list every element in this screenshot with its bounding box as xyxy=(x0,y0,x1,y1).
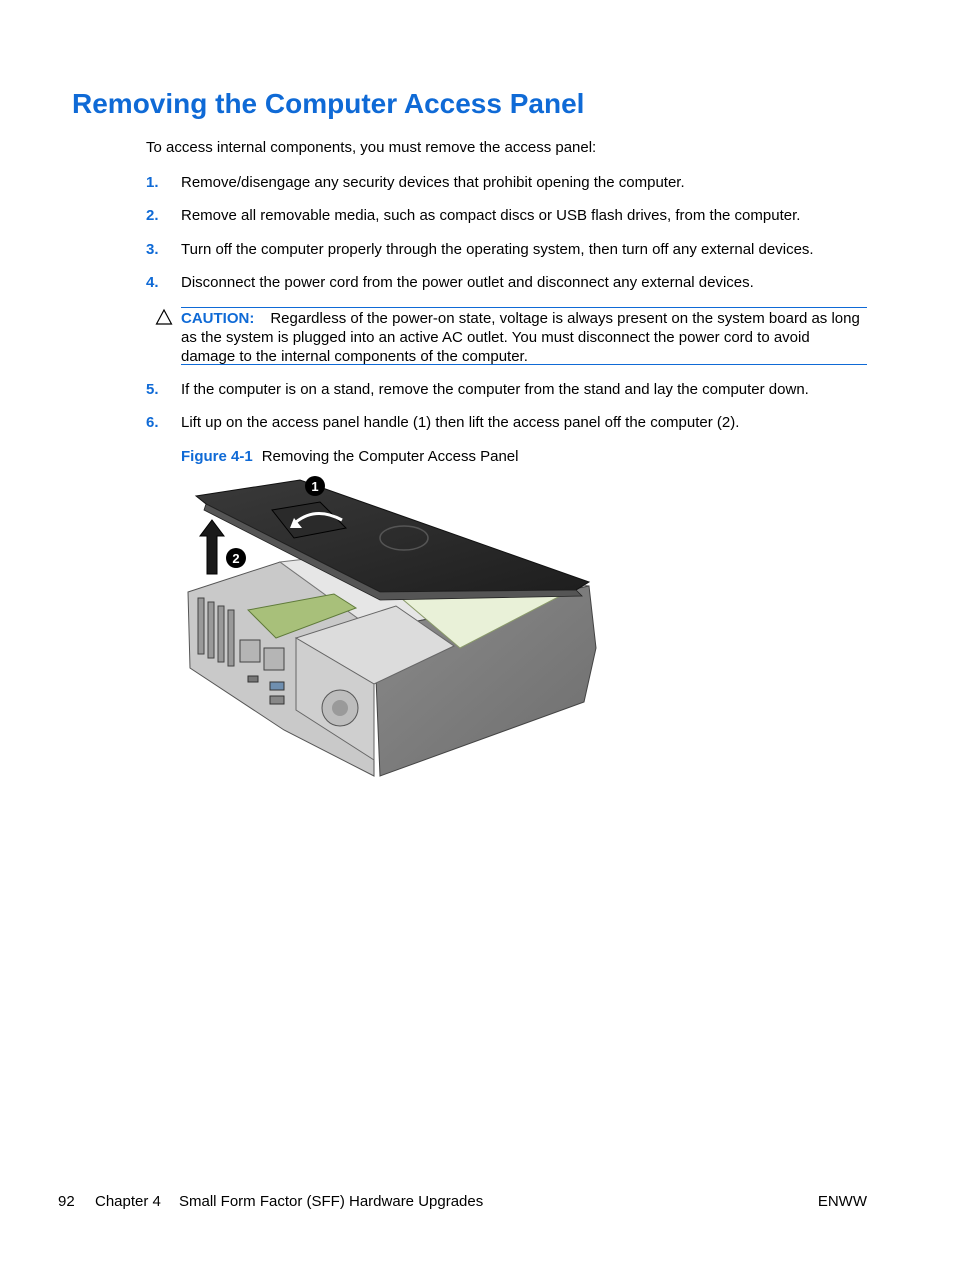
step-text: Remove all removable media, such as compact discs or USB flash drives, from the computer. xyxy=(181,207,801,224)
intro-text: To access internal components, you must remove the access panel: xyxy=(146,139,597,156)
footer-chapter-title: Small Form Factor (SFF) Hardware Upgrades xyxy=(179,1193,484,1210)
footer-page-number: 92 xyxy=(58,1193,75,1210)
caution-label: CAUTION: xyxy=(181,310,255,327)
caution-text: Regardless of the power-on state, voltage is always present on the system board as long as the system is plugged into an active AC outlet. You must disconnect the power cord to avoid damage to the internal components of the computer. xyxy=(181,310,860,365)
footer-doc-code: ENWW xyxy=(817,1193,867,1210)
callout-2: 2 xyxy=(232,551,240,566)
computer-access-panel-illustration xyxy=(184,470,600,780)
step-text: Remove/disengage any security devices that prohibit opening the computer. xyxy=(181,174,685,191)
step-number: 6. xyxy=(146,414,159,431)
step-text: If the computer is on a stand, remove the computer from the stand and lay the computer down. xyxy=(181,381,809,398)
caution-note xyxy=(181,307,867,365)
figure-caption xyxy=(181,448,518,465)
step-text: Turn off the computer properly through the operating system, then turn off any external devices. xyxy=(181,241,814,258)
step-number: 4. xyxy=(146,274,159,291)
figure-caption-text: Removing the Computer Access Panel xyxy=(261,448,519,465)
callout-1: 1 xyxy=(311,479,319,494)
caution-body xyxy=(181,308,867,366)
caution-triangle-icon xyxy=(155,308,173,326)
step-number: 3. xyxy=(146,241,159,258)
step-number: 5. xyxy=(146,381,159,398)
footer-chapter: Chapter 4 xyxy=(95,1193,161,1210)
step-text: Disconnect the power cord from the power outlet and disconnect any external devices. xyxy=(181,274,754,291)
step-number: 2. xyxy=(146,207,159,224)
figure-label: Figure 4-1 xyxy=(181,448,253,465)
page-title: Removing the Computer Access Panel xyxy=(72,88,585,119)
step-number: 1. xyxy=(146,174,159,191)
step-text: Lift up on the access panel handle (1) then lift the access panel off the computer (2). xyxy=(181,414,740,431)
